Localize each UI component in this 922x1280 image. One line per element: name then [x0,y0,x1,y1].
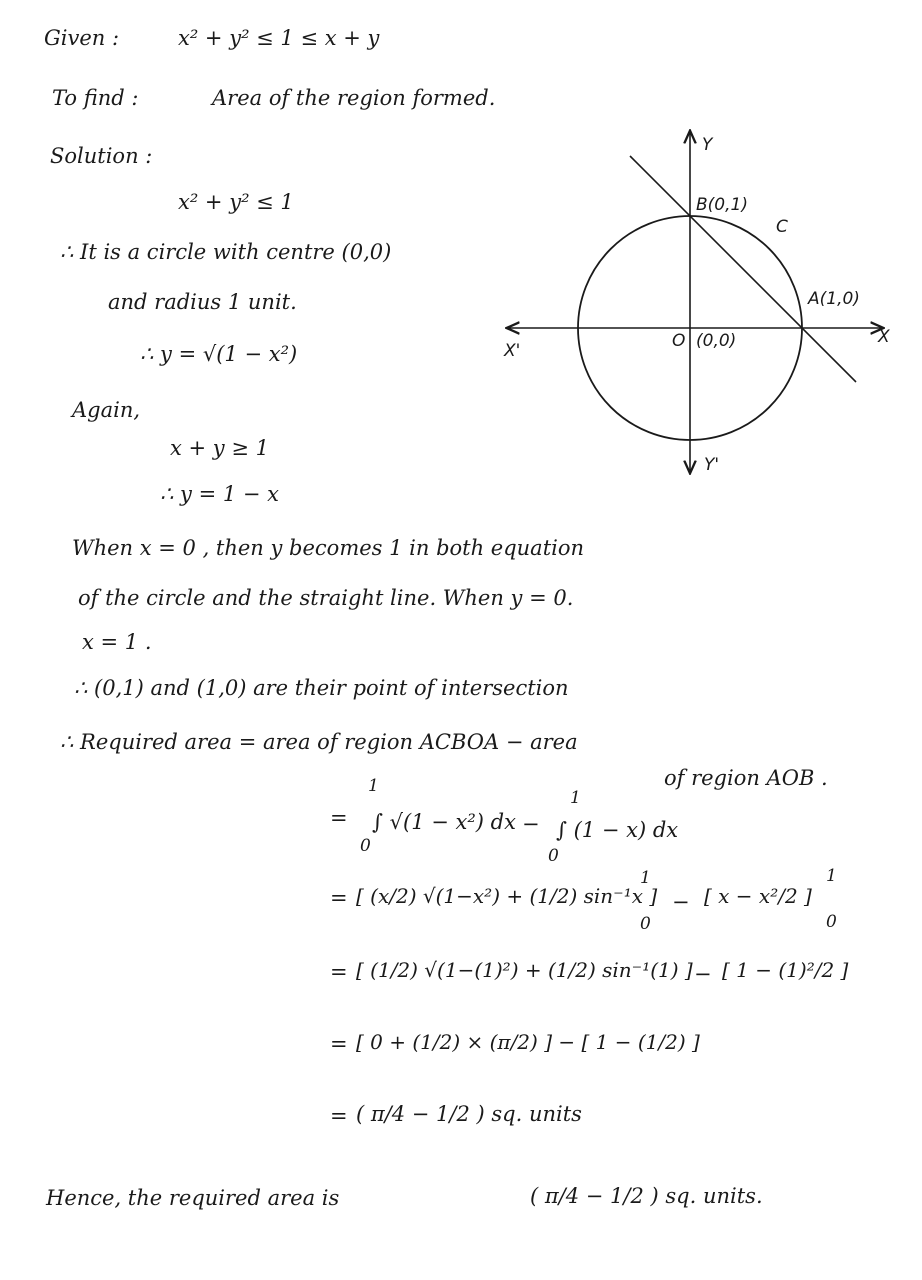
step3-part-b: [ 1 − (1)²/2 ] [722,958,849,982]
required-area-1: ∴ Required area = area of region ACBOA − area [60,730,578,754]
label-point-c: C [776,217,788,237]
step3-part-a: [ (1/2) √(1−(1)²) + (1/2) sin⁻¹(1) ] [356,958,693,982]
label-point-a: A(1,0) [808,289,860,309]
step4-equals: = [330,1032,348,1056]
given-label: Given : [44,26,120,50]
step1-lower-limit-b: 0 [548,846,559,866]
circle-description-1: ∴ It is a circle with centre (0,0) [60,240,392,264]
circle-line-figure [490,120,900,490]
final-statement: Hence, the required area is [46,1186,340,1210]
given-expression: x² + y² ≤ 1 ≤ x + y [178,26,380,50]
step1-minus: − [522,812,540,836]
step2-part-b: [ x − x²/2 ] [704,884,812,908]
circle-inequality: x² + y² ≤ 1 [178,190,294,214]
step2-upper-limit-a: 1 [640,868,651,888]
label-y: Y [702,135,713,155]
step2-lower-limit-b: 0 [826,912,837,932]
label-y-prime: Y' [704,455,720,475]
label-origin-o: O [672,331,686,351]
step2-upper-limit-b: 1 [826,866,837,886]
intersection-text: ∴ (0,1) and (1,0) are their point of intersection [74,676,569,700]
step1-upper-limit-b: 1 [570,788,581,808]
step3-minus: − [694,962,712,986]
step1-lower-limit-a: 0 [360,836,371,856]
step2-minus: − [672,890,690,914]
line-inequality: x + y ≥ 1 [170,436,269,460]
solution-label: Solution : [50,144,153,168]
step1-integral-a: ∫ √(1 − x²) dx [372,810,516,834]
line-y-expression: ∴ y = 1 − x [160,482,279,506]
step5-expression: ( π/4 − 1/2 ) sq. units [356,1102,582,1126]
step2-part-a: [ (x/2) √(1−x²) + (1/2) sin⁻¹x ] [356,884,658,908]
label-point-b: B(0,1) [696,195,748,215]
x-equals-one: x = 1 . [82,630,152,654]
when-text-2: of the circle and the straight line. When y = 0. [78,586,574,610]
required-area-2: of region AOB . [664,766,828,790]
label-x: X [878,327,890,347]
label-x-prime: X' [504,341,521,361]
to-find-text: Area of the region formed. [212,86,496,110]
circle-description-2: and radius 1 unit. [108,290,297,314]
step2-lower-limit-a: 0 [640,914,651,934]
step4-expression: [ 0 + (1/2) × (π/2) ] − [ 1 − (1/2) ] [356,1030,700,1054]
final-answer: ( π/4 − 1/2 ) sq. units. [530,1184,763,1208]
step2-equals: = [330,886,348,910]
when-text-1: When x = 0 , then y becomes 1 in both equation [72,536,585,560]
line-x-plus-y-equals-1 [630,156,856,382]
step1-equals: = [330,806,348,830]
circle-y-expression: ∴ y = √(1 − x²) [140,342,298,366]
step3-equals: = [330,960,348,984]
step1-integral-b: ∫ (1 − x) dx [556,818,679,842]
step5-equals: = [330,1104,348,1128]
again-label: Again, [72,398,141,422]
label-origin-coords: (0,0) [696,331,737,351]
to-find-label: To find : [52,86,139,110]
step1-upper-limit-a: 1 [368,776,379,796]
